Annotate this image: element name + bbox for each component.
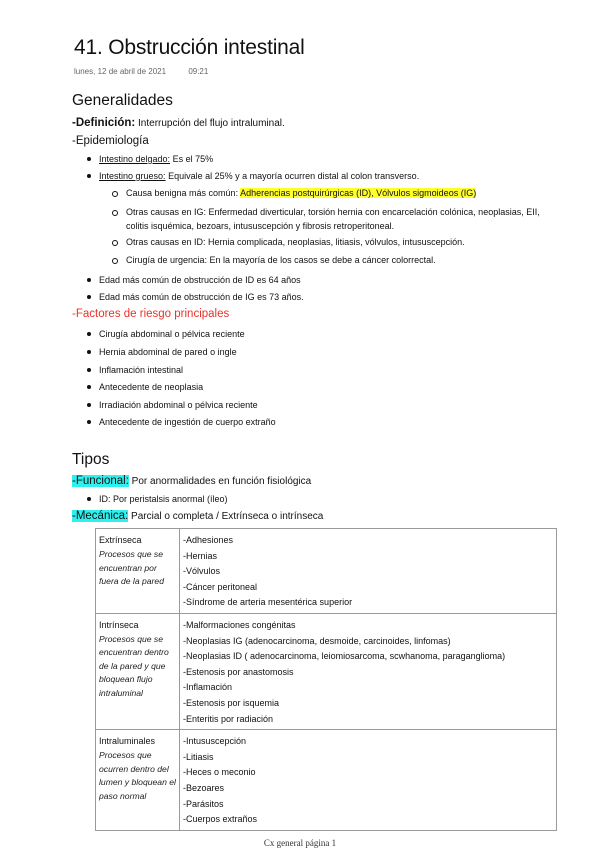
cause-item: -Bezoares [183, 782, 225, 793]
cause-item: -Litiasis [183, 751, 214, 762]
category-name: Intraluminales [99, 736, 156, 747]
cause-item: -Vólvulos [183, 566, 221, 577]
tipos-table [95, 528, 557, 831]
category-name: Intrínseca [99, 619, 139, 630]
mecanica-line [72, 510, 323, 522]
page-footer: Cx general página 1 [263, 838, 337, 848]
page-date: lunes, 12 de abril de 2021 [74, 67, 167, 76]
definicion-text: Interrupción del flujo intraluminal. [138, 118, 285, 129]
cause-item: -Malformaciones congénitas [183, 619, 296, 630]
category-cell [96, 529, 180, 614]
definicion-line [72, 117, 285, 129]
list-item [99, 152, 213, 166]
category-description: Procesos que se encuentran por fuera de la pared [99, 549, 164, 586]
list-item: Antecedente de ingestión de cuerpo extraño [99, 417, 276, 427]
cause-item: -Neoplasias IG (adenocarcinoma, desmoide, carcinoides, linfomas) [183, 635, 451, 646]
category-description: Procesos que se encuentran dentro de la pared y que bloquean flujo intraluminal [99, 633, 169, 698]
category-description: Procesos que ocurren dentro del lumen y bloquean el paso normal [99, 750, 176, 801]
table-row [96, 529, 557, 614]
ig-label: Intestino grueso: [99, 171, 166, 181]
tipos-table-container [95, 528, 559, 825]
list-item: Edad más común de obstrucción de IG es 73 años. [99, 292, 304, 302]
cause-item: -Cuerpos extraños [183, 814, 258, 825]
page-title: 41. Obstrucción intestinal [74, 36, 305, 59]
causa-prefix: Causa benigna más común: [126, 188, 239, 198]
cause-item: -Adhesiones [183, 535, 234, 545]
category-cell [96, 613, 180, 729]
cause-item: -Neoplasias ID ( adenocarcinoma, leiomiosarcoma, scwhanoma, paraganglioma) [183, 651, 506, 662]
cause-item: -Intususcepción [183, 736, 247, 747]
cause-item: -Estenosis por isquemia [183, 697, 280, 708]
cause-item: -Síndrome de arteria mesentérica superior [183, 597, 353, 608]
category-cell [96, 730, 180, 831]
cause-item: -Parásitos [183, 798, 224, 809]
list-item: Inflamación intestinal [99, 365, 184, 375]
list-item: Antecedente de neoplasia [99, 382, 204, 392]
funcional-label: -Funcional: [72, 475, 129, 487]
list-item [99, 169, 419, 183]
id-text: Es el 75% [172, 154, 214, 164]
list-item: Otras causas en IG: Enfermedad diverticular, torsión hernia con encarcelación colónica, neoplasias, EII, colitis isquémica, bezoars, intususcepción y fibrosis retroperitoneal. [126, 206, 546, 233]
list-item: Cirugía abdominal o pélvica reciente [99, 329, 245, 339]
list-item: Otras causas en ID: Hernia complicada, neoplasias, litiasis, vólvulos, intususcepción. [126, 236, 465, 250]
cause-item: -Inflamación [183, 682, 233, 693]
definicion-label: -Definición: [72, 117, 136, 129]
table-row [96, 613, 557, 729]
list-item [126, 187, 476, 201]
id-label: Intestino delgado: [99, 154, 171, 164]
funcional-line [72, 475, 311, 487]
cause-item: -Hernias [183, 550, 218, 561]
list-item: Cirugía de urgencia: En la mayoría de los casos se debe a cáncer colorrectal. [126, 254, 436, 268]
items-cell [180, 730, 557, 831]
ig-text: Equivale al 25% y a mayoría ocurren distal al colon transverso. [168, 171, 420, 181]
epidemiologia-heading: -Epidemiología [72, 135, 149, 147]
factores-heading: -Factores de riesgo principales [72, 308, 230, 320]
cause-item: -Enteritis por radiación [183, 713, 274, 724]
funcional-text: Por anormalidades en función fisiológica [131, 476, 312, 487]
generalidades-heading: Generalidades [72, 92, 173, 109]
items-cell [180, 529, 557, 614]
cause-item: -Heces o meconio [183, 767, 256, 778]
category-name: Extrínseca [99, 535, 142, 545]
page-time: 09:21 [188, 67, 209, 76]
page-meta [74, 67, 208, 76]
mecanica-label: -Mecánica: [72, 510, 129, 522]
cause-item: -Cáncer peritoneal [183, 581, 258, 592]
tipos-heading: Tipos [72, 451, 110, 468]
mecanica-text: Parcial o completa / Extrínseca o intrínseca [131, 511, 324, 522]
table-row [96, 730, 557, 831]
list-item: Edad más común de obstrucción de ID es 64 años [99, 275, 301, 285]
causa-highlight: Adherencias postquirúrgicas (ID), Vólvulos sigmoideos (IG) [240, 188, 477, 198]
list-item: Hernia abdominal de pared o ingle [99, 347, 237, 357]
list-item: Irradiación abdominal o pélvica reciente [99, 400, 258, 410]
items-cell [180, 613, 557, 729]
cause-item: -Estenosis por anastomosis [183, 666, 294, 677]
list-item: ID: Por peristalsis anormal (íleo) [99, 494, 228, 504]
